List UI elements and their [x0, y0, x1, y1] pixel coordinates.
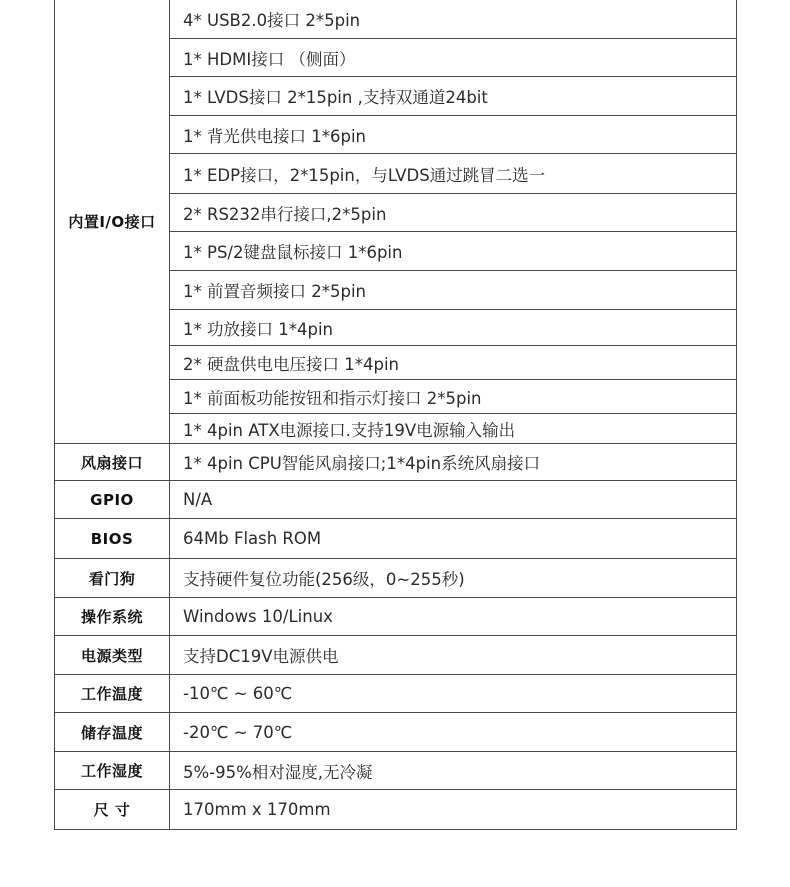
row-label: 尺 寸 [55, 790, 170, 830]
io-row-amplifier: 1* 功放接口 1*4pin [170, 310, 737, 346]
row-value: -10℃ ~ 60℃ [170, 675, 737, 713]
row-value: 170mm x 170mm [170, 790, 737, 830]
row-value: -20℃ ~ 70℃ [170, 713, 737, 752]
row-label: 风扇接口 [55, 444, 170, 481]
io-row-backlight: 1* 背光供电接口 1*6pin [170, 116, 737, 154]
table-row [55, 481, 737, 519]
row-label: 操作系统 [55, 598, 170, 636]
table-row [55, 675, 737, 713]
row-label: GPIO [55, 481, 170, 519]
io-row-ps2: 1* PS/2键盘鼠标接口 1*6pin [170, 232, 737, 271]
row-label: 储存温度 [55, 713, 170, 752]
io-row-lvds: 1* LVDS接口 2*15pin ,支持双通道24bit [170, 77, 737, 116]
row-value: 5%-95%相对湿度,无冷凝 [170, 752, 737, 790]
io-row-front-panel: 1* 前面板功能按钮和指示灯接口 2*5pin [170, 380, 737, 414]
io-row-atx-power: 1* 4pin ATX电源接口.支持19V电源输入输出 [170, 414, 737, 444]
io-row-hdd-power: 2* 硬盘供电电压接口 1*4pin [170, 346, 737, 380]
row-value: Windows 10/Linux [170, 598, 737, 636]
row-value: N/A [170, 481, 737, 519]
row-value: 1* 4pin CPU智能风扇接口;1*4pin系统风扇接口 [170, 444, 737, 481]
io-row-rs232: 2* RS232串行接口,2*5pin [170, 194, 737, 232]
spec-table [54, 0, 737, 830]
row-value: 支持DC19V电源供电 [170, 636, 737, 675]
row-value: 支持硬件复位功能(256级，0~255秒) [170, 559, 737, 598]
table-row [55, 752, 737, 790]
row-label: 电源类型 [55, 636, 170, 675]
io-row-audio: 1* 前置音频接口 2*5pin [170, 271, 737, 310]
table-row [55, 636, 737, 675]
table-row [55, 598, 737, 636]
row-label: BIOS [55, 519, 170, 559]
row-label: 工作湿度 [55, 752, 170, 790]
table-row [55, 713, 737, 752]
table-row [55, 0, 737, 39]
io-row-edp: 1* EDP接口，2*15pin，与LVDS通过跳冒二选一 [170, 154, 737, 194]
table-row [55, 559, 737, 598]
table-row [55, 790, 737, 830]
io-row-usb: 4* USB2.0接口 2*5pin [170, 0, 737, 39]
table-row [55, 519, 737, 559]
io-row-hdmi: 1* HDMI接口 （侧面） [170, 39, 737, 77]
table-row [55, 444, 737, 481]
row-label: 看门狗 [55, 559, 170, 598]
row-value: 64Mb Flash ROM [170, 519, 737, 559]
io-group-label: 内置I/O接口 [55, 0, 170, 444]
row-label: 工作温度 [55, 675, 170, 713]
